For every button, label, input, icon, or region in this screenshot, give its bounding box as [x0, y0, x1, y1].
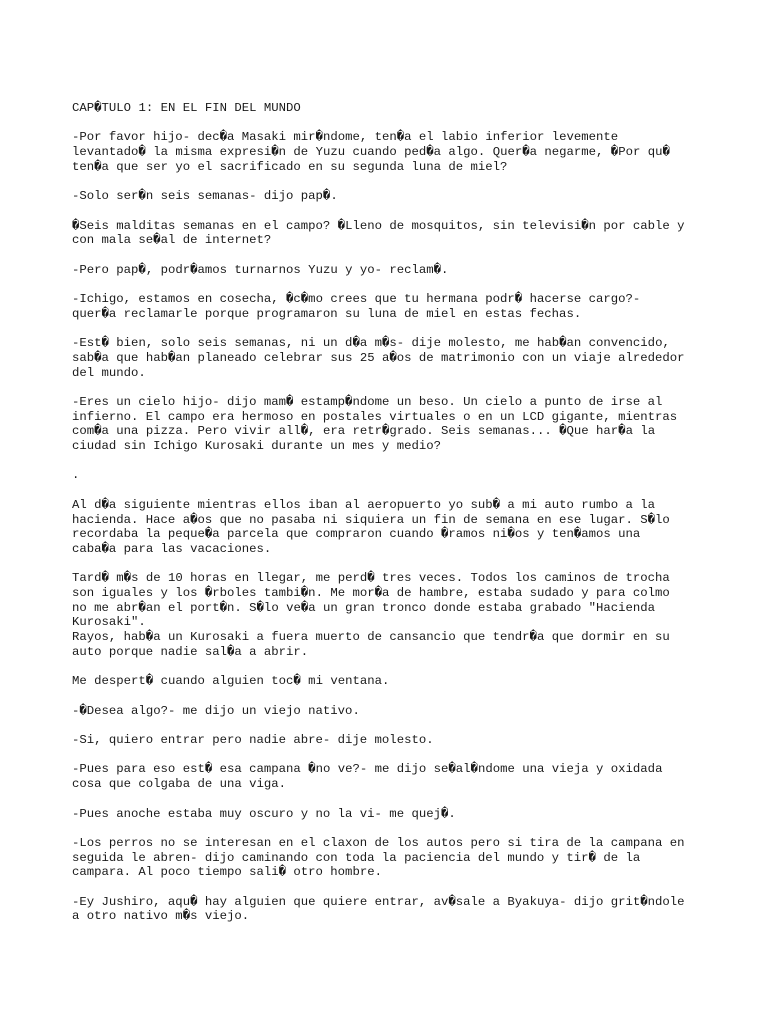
chapter-title: CAP�TULO 1: EN EL FIN DEL MUNDO — [72, 101, 301, 115]
paragraph: -Pues anoche estaba muy oscuro y no la vi- me quej�. — [72, 806, 456, 821]
scene-separator: . — [72, 468, 80, 483]
paragraph: -Por favor hijo- dec�a Masaki mir�ndome, ten�a el labio inferior levemente levantado� la misma expresi�n de Yuzu cuando ped�a algo. Quer�a negarme, �Por qu� ten�a que ser yo el sacrificado en su segunda luna de miel? — [72, 130, 670, 174]
paragraph: -Ey Jushiro, aqu� hay alguien que quiere entrar, av�sale a Byakuya- dijo grit�ndole a otro nativo m�s viejo. — [72, 894, 685, 924]
paragraph: -Est� bien, solo seis semanas, ni un d�a m�s- dije molesto, me hab�an convencido, sab�a que hab�an planeado celebrar sus 25 a�os de matrimonio con un viaje alrededor del mundo. — [72, 336, 685, 380]
paragraph: -Si, quiero entrar pero nadie abre- dije molesto. — [72, 733, 434, 748]
paragraph: Tard� m�s de 10 horas en llegar, me perd� tres veces. Todos los caminos de trocha son iguales y los �rboles tambi�n. Me mor�a de hambre, estaba sudado y para colmo no me abr�an el port�n. S�lo ve�a un gran tronco donde estaba grabado "Hacienda Kurosaki". Rayos, hab�a un Kurosaki a fuera muerto de cansancio que tendr�a que dormir en su auto porque nadie sal�a a abrir. — [72, 571, 670, 659]
paragraph: �Seis malditas semanas en el campo? �Lleno de mosquitos, sin televisi�n por cable y con mala se�al de internet? — [72, 218, 685, 248]
paragraph: -Pues para eso est� esa campana �no ve?- me dijo se�al�ndome una vieja y oxidada cosa que colgaba de una viga. — [72, 762, 663, 792]
paragraph: -Pero pap�, podr�amos turnarnos Yuzu y yo- reclam�. — [72, 262, 449, 277]
paragraph: Me despert� cuando alguien toc� mi ventana. — [72, 674, 390, 689]
document-body — [72, 101, 712, 939]
paragraph: -Los perros no se interesan en el claxon de los autos pero si tira de la campana en seguida le abren- dijo caminando con toda la paciencia del mundo y tir� de la campara. Al poco tiempo sali� otro hombre. — [72, 835, 685, 880]
paragraph: -Solo ser�n seis semanas- dijo pap�. — [72, 189, 338, 204]
paragraph: -Ichigo, estamos en cosecha, �c�mo crees que tu hermana podr� hacerse cargo?- quer�a reclamarle porque programaron su luna de miel en estas fechas. — [72, 292, 641, 321]
paragraph: -Eres un cielo hijo- dijo mam� estamp�ndome un beso. Un cielo a punto de irse al infierno. El campo era hermoso en postales virtuales o en un LCD gigante, mientras com�a una pizza. Pero vivir all�, era retr�grado. Seis semanas... �Que har�a la ciudad sin Ichigo Kurosaki durante un mes y medio? — [72, 394, 678, 454]
paragraph: Al d�a siguiente mientras ellos iban al aeropuerto yo sub� a mi auto rumbo a la hacienda. Hace a�os que no pasaba ni siquiera un fin de semana en ese lugar. S�lo recordaba la peque�a parcela que compraron cuando �ramos ni�os y ten�amos una caba�a para las vacaciones. — [72, 497, 670, 556]
paragraph: -�Desea algo?- me dijo un viejo nativo. — [72, 703, 360, 718]
